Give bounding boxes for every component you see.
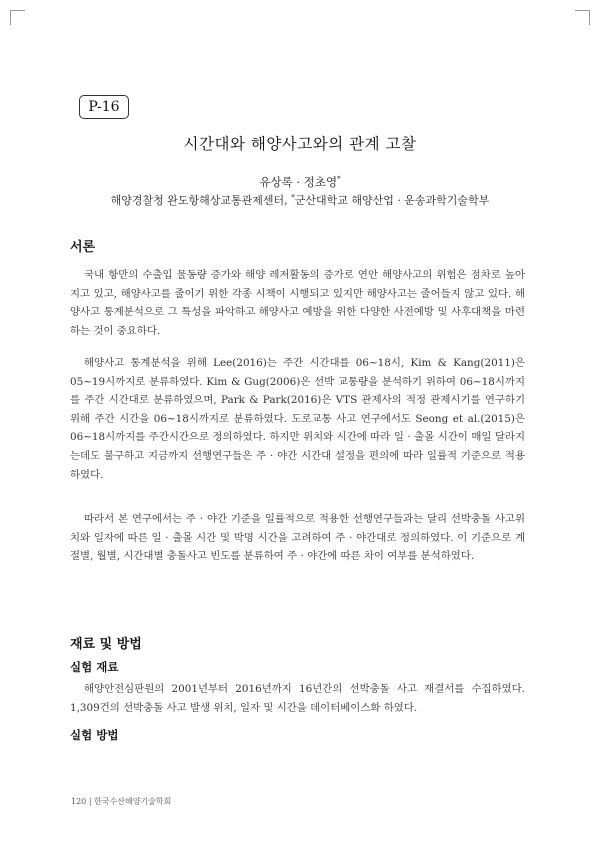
methods-subheading-approach: 실험 방법 <box>70 728 119 742</box>
paper-title: 시간대와 해양사고와의 관계 고찰 <box>183 135 417 153</box>
intro-paragraph-3: 따라서 본 연구에서는 주 · 야간 기준을 일률적으로 적용한 선행연구들과는 달리 선박충돌 사고위치와 일자에 따른 일 · 출몰 시간 및 박명 시간을 고려하여 주 · 야간대로 정의하였다. 이 기준으로 계절별, 월별, 시간대별 충돌사고 빈도를 분류하여 주 · 야간에 따른 차이 여부를 분석하였다. <box>70 513 525 563</box>
affiliation-second: 군산대학교 해양산업 · 운송과학기술학부 <box>294 194 490 207</box>
page-footer: 120 | 한국수산해양기술학회 <box>71 797 172 806</box>
crop-mark-top-left <box>10 10 25 25</box>
intro-paragraph-1: 국내 항만의 수출입 물동량 증가와 해양 레저활동의 증가로 연안 해양사고의 위험은 점차로 높아지고 있고, 해양사고를 줄이기 위한 각종 시책이 시행되고 있지만 해양사고는 줄어들지 않고 있다. 해양사고 통계분석으로 그 특성을 파악하고 해양사고 예방을 위한 다양한 사전예방 및 사후대책을 마련하는 것이 중요하다. <box>70 269 525 337</box>
affiliation-line <box>0 192 600 208</box>
crop-mark-top-right <box>575 10 590 25</box>
intro-paragraph-2: 해양사고 통계분석을 위해 Lee(2016)는 주간 시간대를 06∼18시, Kim & Kang(2011)은 05∼19시까지로 분류하였다. Kim & Gug(2006)은 선박 교통량을 분석하기 위하여 06∼18시까지를 주간 시간대로 분류하였으며, Park & Park(2016)은 VTS 관제사의 적정 관제시기를 연구하기 위해 주간 시간을 06∼18시까지로 분류하였다. 도로교통 사고 연구에서도 Seong et al.(2015)은 06∼18시까지를 주간시간으로 정의하였다. 하지만 위치와 시간에 따라 일 · 출몰 시간이 매일 달라지는데도 불구하고 지금까지 선행연구들은 주 · 야간 시간대 설정을 편의에 따라 일률적 기준으로 적용하였다. <box>70 357 525 481</box>
affiliation-first: 해양경찰청 완도항해상교통관제센터, <box>110 194 292 207</box>
poster-code: P-16 <box>79 95 129 119</box>
methods-heading: 재료 및 방법 <box>70 637 142 652</box>
intro-heading: 서론 <box>70 240 96 255</box>
author-line <box>0 174 600 190</box>
author-mark: * <box>337 175 341 184</box>
author-names: 유상록 · 정초영 <box>259 175 338 189</box>
methods-subheading-materials: 실험 재료 <box>70 660 119 674</box>
affiliation-mark: * <box>291 193 295 202</box>
methods-paragraph: 해양안전심판원의 2001년부터 2016년까지 16년간의 선박충돌 사고 재결서를 수집하였다. 1,309건의 선박충돌 사고 발생 위치, 일자 및 시간을 데이터베이스화 하였다. <box>70 683 525 714</box>
